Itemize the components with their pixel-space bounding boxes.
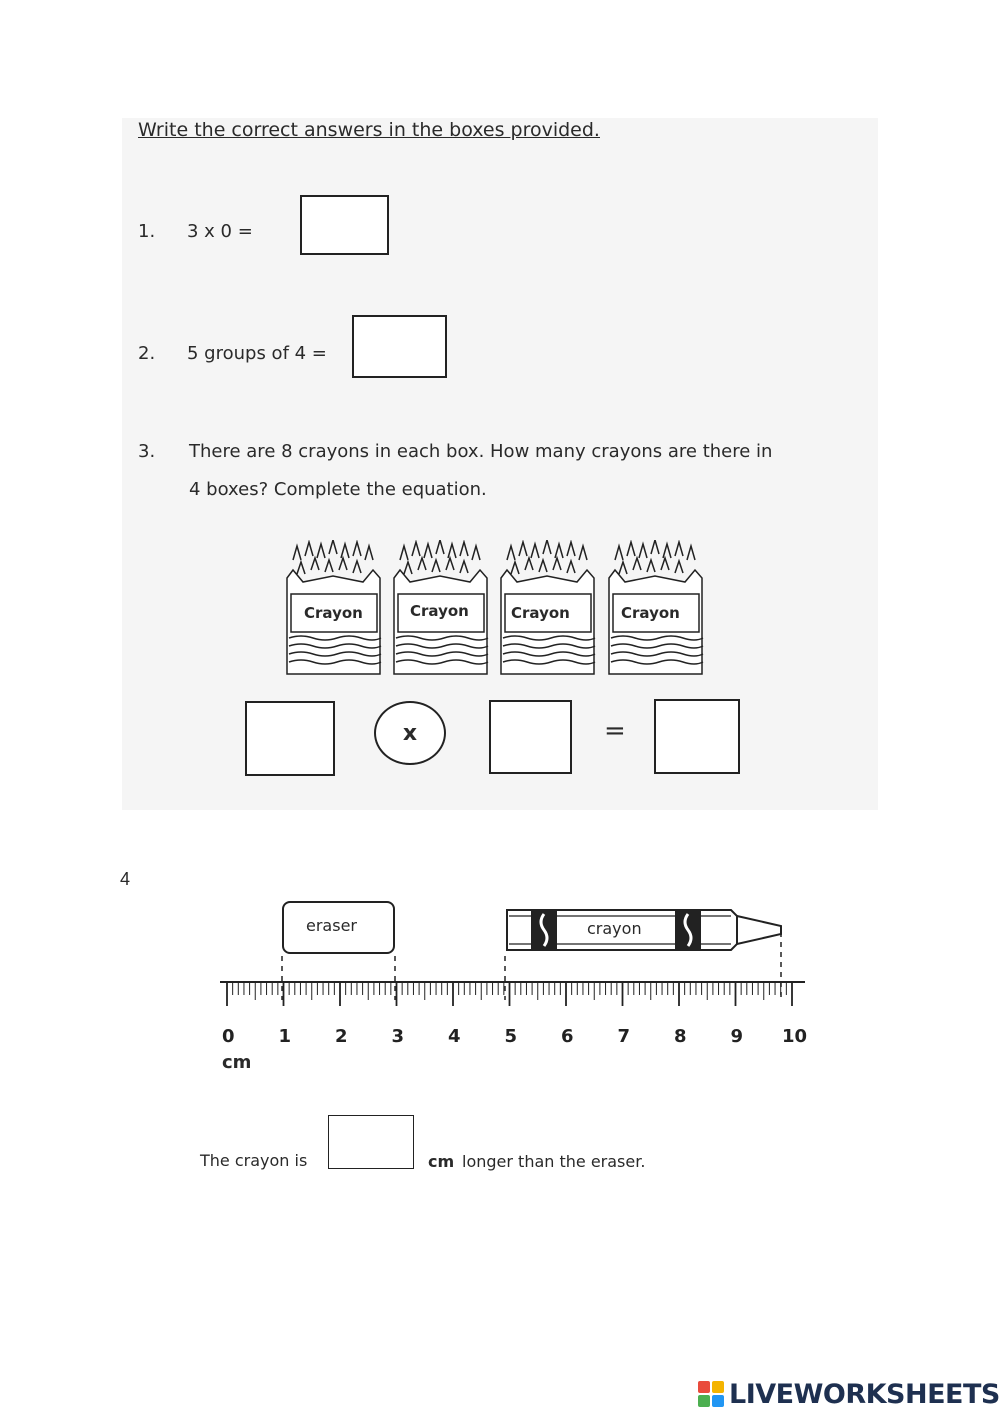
q4-sentence-after: longer than the eraser. [462,1152,646,1171]
crayon-box-label: Crayon [621,604,680,622]
ruler-number: 3 [391,1026,405,1047]
ruler-number: 6 [561,1026,574,1047]
q4-number: 4 [120,869,131,889]
crayon-label: crayon [587,919,642,938]
q4-answer-box[interactable] [328,1115,414,1169]
q3-text-line1: There are 8 crayons in each box. How many crayons are there in [189,441,773,462]
q1-text: 3 x 0 = [187,221,253,242]
ruler-number: 1 [278,1026,292,1047]
eraser-label: eraser [306,916,357,935]
crayon-box-label: Crayon [410,602,469,620]
ruler-number: 10 [782,1026,808,1047]
ruler-number: 2 [335,1026,348,1047]
q3-number: 3. [138,441,156,462]
q4-sentence-unit: cm [428,1152,455,1171]
ruler-number: 8 [674,1026,687,1047]
crayon-box-label: Crayon [511,604,570,622]
ruler-unit: cm [222,1052,252,1073]
ruler-number: 0 [222,1026,235,1047]
q3-text-line2: 4 boxes? Complete the equation. [189,479,487,500]
crayon-box-label: Crayon [304,604,363,622]
ruler-number: 5 [504,1026,518,1047]
logo-icon [697,1380,725,1408]
q2-number: 2. [138,343,156,364]
ruler-number: 9 [730,1026,744,1047]
q4-sentence-before: The crayon is [200,1151,308,1170]
logo-text: LIVEWORKSHEETS [729,1378,1000,1410]
instructions: Write the correct answers in the boxes provided. [138,119,600,141]
equals-symbol: = [604,716,626,746]
q1-number: 1. [138,221,156,242]
ruler-number: 4 [448,1026,461,1047]
ruler-number: 7 [617,1026,631,1047]
q2-text: 5 groups of 4 = [187,343,327,364]
times-symbol: x [374,701,446,765]
liveworksheets-logo [697,1378,1000,1410]
ruler [215,978,815,1008]
